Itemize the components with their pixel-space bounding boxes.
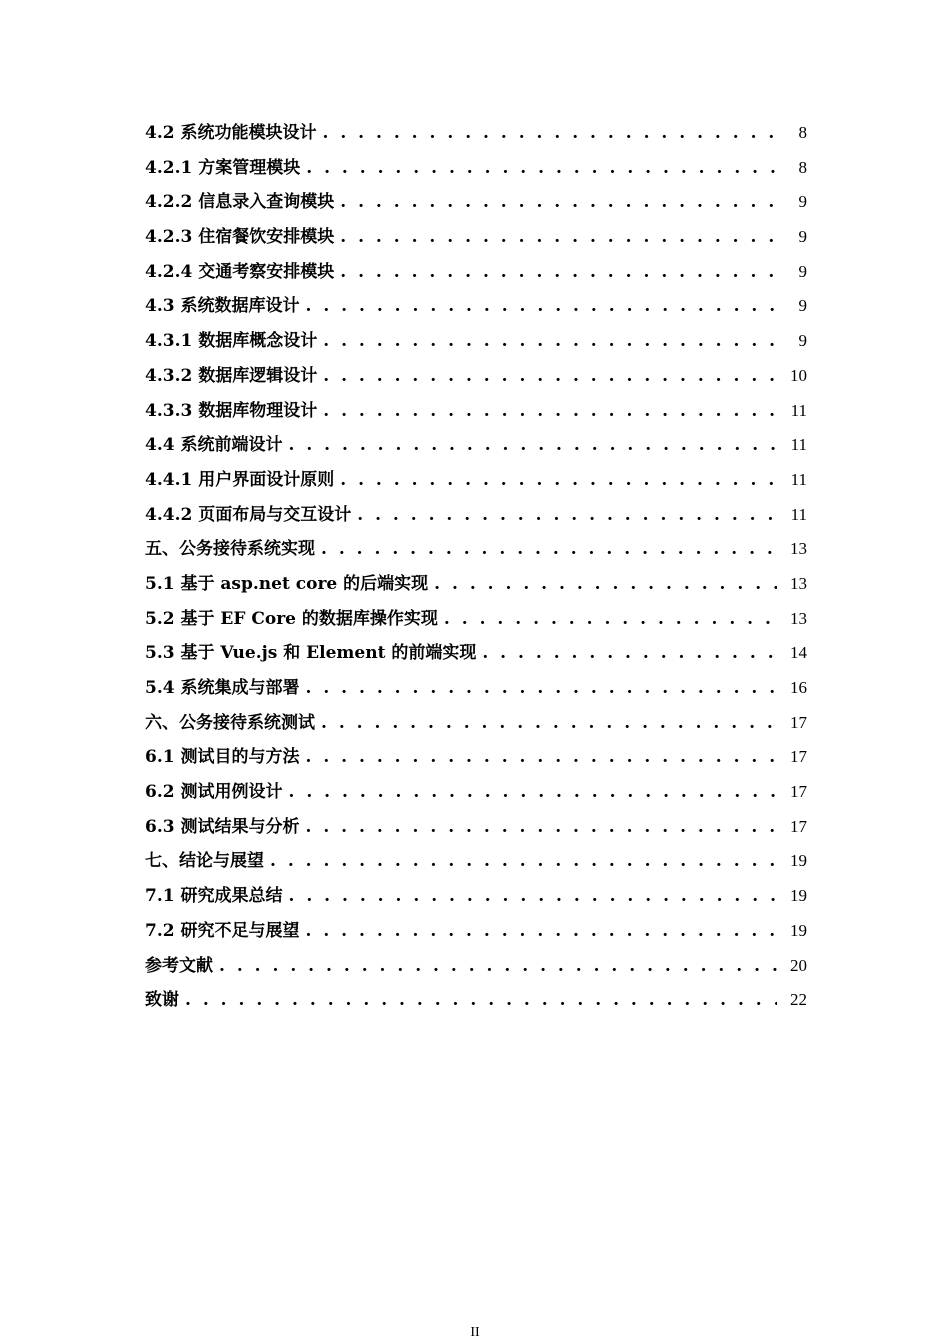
toc-entry-page: 8: [798, 123, 807, 142]
toc-entry[interactable]: [145, 359, 807, 394]
toc-leader-dots: [270, 844, 777, 879]
toc-leader-dots: [306, 740, 778, 775]
toc-entry-page: 9: [798, 261, 807, 281]
toc-entry-title: 六、公务接待系统测试: [145, 712, 315, 733]
toc-leader-dots: [323, 324, 777, 359]
toc-entry-title: 4.3.2 数据库逻辑设计: [145, 365, 318, 386]
toc-entry-page: 13: [790, 539, 807, 559]
toc-entry[interactable]: [145, 949, 807, 984]
toc-entry-title: 4.2.4 交通考察安排模块: [145, 261, 335, 282]
toc-entry-title: 6.3 测试结果与分析: [145, 816, 300, 837]
toc-entry[interactable]: [145, 463, 807, 498]
toc-leader-dots: [306, 289, 778, 324]
toc-leader-dots: [185, 983, 777, 1018]
toc-entry-page: 16: [790, 678, 807, 697]
toc-entry-title: 6.2 测试用例设计: [145, 782, 283, 803]
toc-entry-title: 致谢: [145, 990, 179, 1011]
toc-entry-title: 7.2 研究不足与展望: [145, 920, 300, 941]
toc-entry-page: 19: [790, 886, 807, 906]
toc-entry-page: 9: [798, 227, 807, 247]
toc-entry[interactable]: [145, 324, 807, 359]
toc-leader-dots: [357, 498, 777, 533]
toc-entry-page: 14: [790, 643, 807, 663]
toc-entry[interactable]: [145, 740, 807, 775]
toc-entry[interactable]: [145, 220, 807, 255]
toc-entry-title: 4.3 系统数据库设计: [145, 296, 300, 317]
toc-leader-dots: [323, 394, 777, 429]
toc-entry-title: 4.3.1 数据库概念设计: [145, 331, 318, 352]
toc-leader-dots: [340, 255, 777, 290]
toc-entry-page: 9: [798, 331, 807, 351]
toc-entry-title: 五、公务接待系统实现: [145, 539, 315, 560]
toc-entry-title: 4.2 系统功能模块设计: [145, 123, 317, 143]
toc-leader-dots: [289, 428, 778, 463]
toc-entry[interactable]: [145, 844, 807, 879]
toc-entry[interactable]: [145, 602, 807, 637]
toc-leader-dots: [306, 671, 778, 706]
toc-entry-page: 17: [790, 782, 807, 802]
toc-entry-page: 8: [798, 157, 807, 177]
toc-entry-page: 10: [790, 365, 807, 385]
toc-leader-dots: [482, 636, 777, 671]
toc-leader-dots: [434, 567, 777, 602]
table-of-contents: [145, 116, 807, 1018]
toc-entry-title: 4.2.2 信息录入查询模块: [145, 192, 335, 213]
toc-entry[interactable]: [145, 498, 807, 533]
toc-entry-title: 4.4.1 用户界面设计原则: [145, 469, 335, 490]
toc-entry-page: 11: [790, 435, 807, 455]
toc-entry[interactable]: [145, 185, 807, 220]
toc-entry-page: 19: [790, 920, 807, 940]
toc-entry[interactable]: [145, 567, 807, 602]
toc-entry[interactable]: [145, 151, 807, 186]
toc-entry-title: 5.4 系统集成与部署: [145, 678, 300, 698]
toc-entry-title: 七、结论与展望: [145, 851, 264, 872]
toc-leader-dots: [306, 151, 777, 186]
toc-entry-page: 19: [790, 851, 807, 871]
toc-entry-page: 20: [790, 955, 807, 975]
toc-entry-title: 4.4.2 页面布局与交互设计: [145, 504, 352, 525]
toc-entry-title: 5.3 基于 Vue.js 和 Element 的前端实现: [145, 643, 477, 664]
toc-entry-page: 11: [790, 400, 807, 420]
toc-entry-page: 17: [790, 816, 807, 836]
toc-entry[interactable]: [145, 255, 807, 290]
toc-leader-dots: [323, 116, 778, 151]
toc-entry[interactable]: [145, 428, 807, 463]
toc-leader-dots: [321, 706, 777, 741]
toc-leader-dots: [323, 359, 777, 394]
toc-entry-page: 22: [790, 990, 807, 1010]
toc-entry-page: 13: [790, 608, 807, 628]
toc-entry-page: 17: [790, 747, 807, 767]
toc-leader-dots: [289, 879, 778, 914]
toc-entry[interactable]: [145, 810, 807, 845]
page-number: II: [470, 1325, 480, 1340]
toc-entry-page: 9: [798, 192, 807, 212]
toc-entry-title: 6.1 测试目的与方法: [145, 747, 300, 768]
toc-entry[interactable]: [145, 775, 807, 810]
toc-entry-title: 4.4 系统前端设计: [145, 435, 283, 456]
toc-entry[interactable]: [145, 914, 807, 949]
toc-entry[interactable]: [145, 879, 807, 914]
toc-entry[interactable]: [145, 394, 807, 429]
toc-entry[interactable]: [145, 983, 807, 1018]
toc-entry-page: 11: [790, 504, 807, 524]
toc-leader-dots: [219, 949, 777, 984]
toc-entry-title: 4.3.3 数据库物理设计: [145, 400, 318, 421]
toc-leader-dots: [289, 775, 778, 810]
toc-entry-page: 11: [790, 469, 807, 489]
toc-entry-title: 4.2.3 住宿餐饮安排模块: [145, 227, 335, 248]
toc-leader-dots: [306, 810, 778, 845]
toc-entry-title: 5.2 基于 EF Core 的数据库操作实现: [145, 608, 438, 629]
toc-leader-dots: [306, 914, 778, 949]
toc-entry-title: 4.2.1 方案管理模块: [145, 157, 301, 178]
toc-leader-dots: [444, 602, 777, 637]
toc-entry-title: 5.1 基于 asp.net core 的后端实现: [145, 573, 429, 594]
toc-entry[interactable]: [145, 706, 807, 741]
toc-entry-title: 7.1 研究成果总结: [145, 886, 283, 907]
toc-entry[interactable]: [145, 532, 807, 567]
toc-leader-dots: [340, 463, 777, 498]
toc-entry[interactable]: [145, 289, 807, 324]
toc-leader-dots: [321, 532, 777, 567]
toc-leader-dots: [340, 220, 777, 255]
toc-leader-dots: [340, 185, 777, 220]
toc-entry-page: 13: [790, 573, 807, 593]
toc-entry[interactable]: [145, 116, 807, 151]
toc-entry-page: 9: [798, 296, 807, 316]
toc-entry-page: 17: [790, 712, 807, 732]
toc-entry[interactable]: [145, 671, 807, 706]
toc-entry[interactable]: [145, 636, 807, 671]
toc-entry-title: 参考文献: [145, 955, 213, 976]
